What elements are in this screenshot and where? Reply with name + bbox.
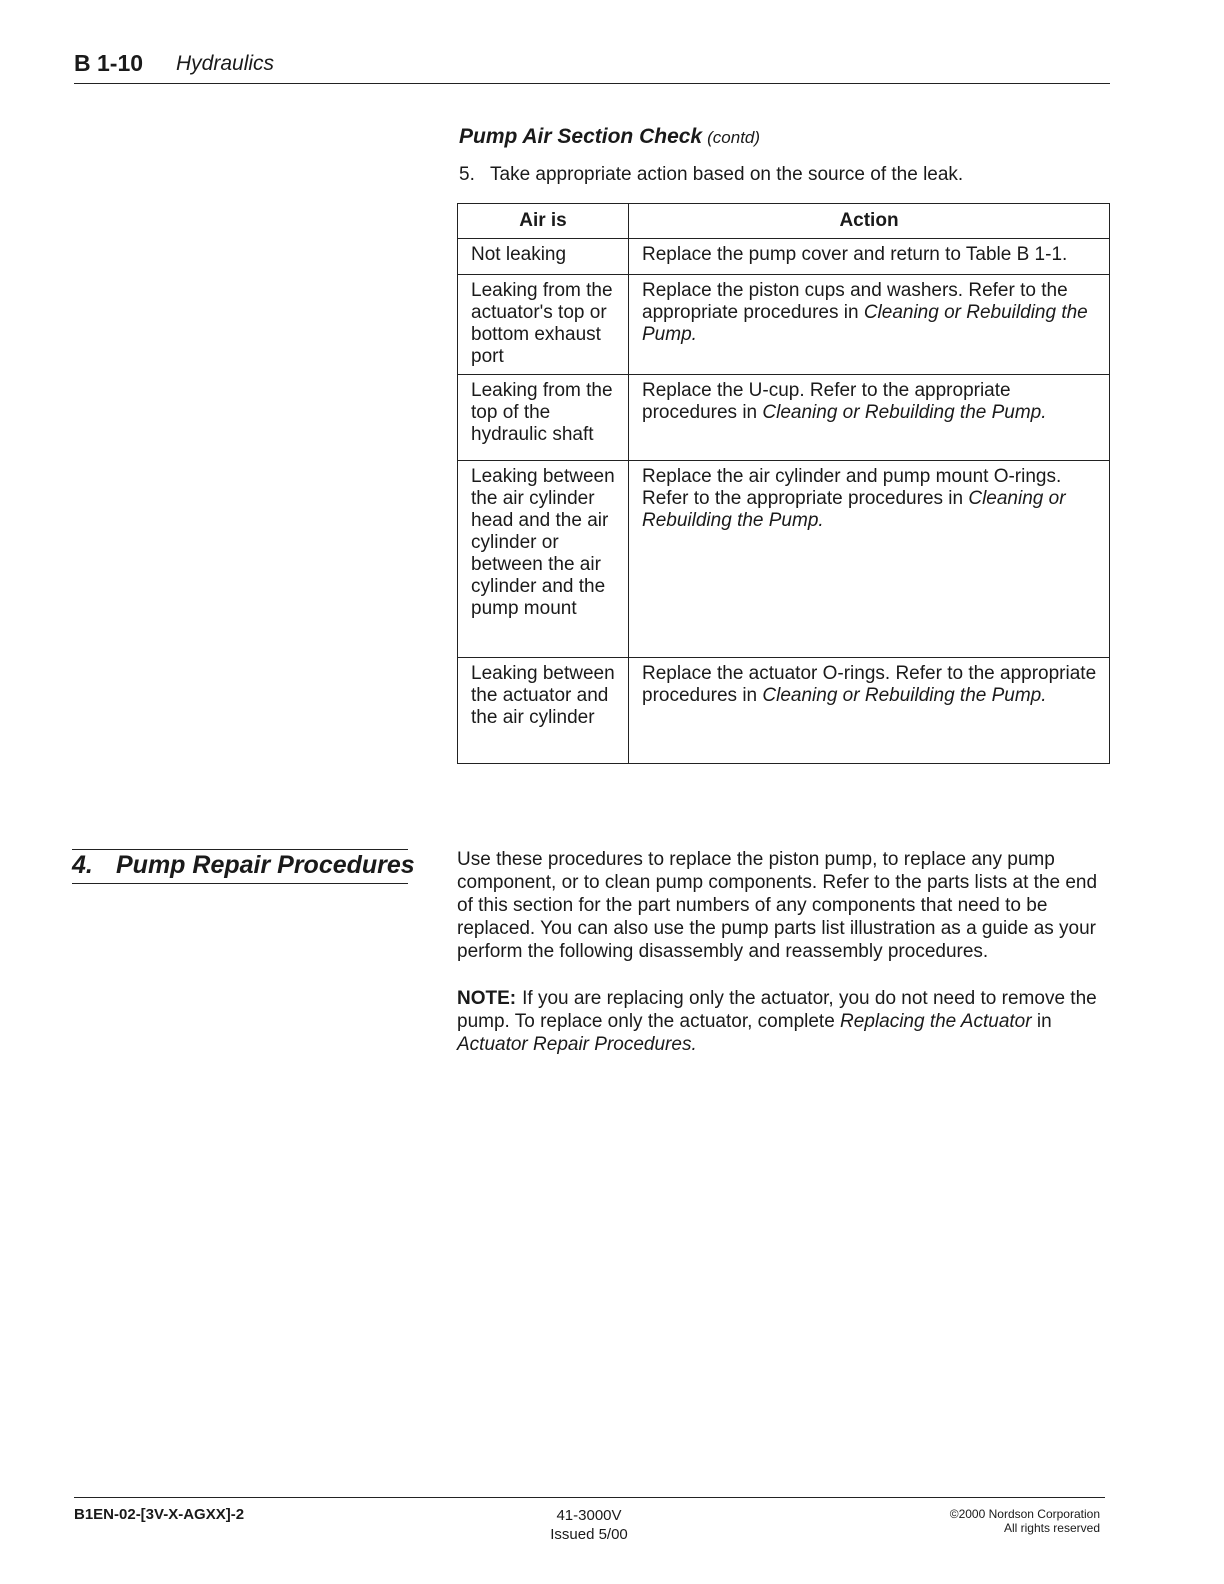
section-4-rule-bottom: [72, 883, 408, 884]
note-reference-replacing: Replacing the Actuator: [840, 1011, 1032, 1032]
footer-divider: [74, 1497, 1105, 1498]
repair-intro-paragraph: Use these procedures to replace the piston pump, to replace any pump component, or to clean pump components. Refer to the parts lists at the end of this section for the part numbers of any components that need to be replaced. You can also use the pump parts list illustration as a guide as your perform the following disassembly and reassembly procedures.: [457, 849, 1098, 962]
table-row: [458, 239, 1110, 275]
section-4-title: Pump Repair Procedures: [116, 851, 415, 879]
section-contd: (contd): [707, 128, 761, 147]
action-cell: [629, 275, 1110, 375]
action-cell: [629, 375, 1110, 461]
page-number: B 1-10: [74, 50, 144, 76]
action-text: Replace the air cylinder and pump mount O-rings. Refer to the appropriate procedures in: [642, 466, 1062, 509]
step-5: [459, 164, 963, 186]
air-cell: Not leaking: [458, 239, 629, 275]
section-4-number: 4.: [72, 851, 93, 879]
action-reference: Cleaning or Rebuilding the Pump.: [762, 402, 1047, 423]
header-action: Action: [629, 204, 1110, 239]
action-reference: Cleaning or Rebuilding the Pump.: [642, 302, 1088, 345]
air-cell: Leaking between the actuator and the air cylinder: [458, 658, 629, 764]
table-row: [458, 461, 1110, 658]
footer-copyright-block: [900, 1507, 1100, 1535]
footer-copyright: ©2000 Nordson Corporation: [949, 1507, 1100, 1521]
footer-center: [548, 1506, 630, 1544]
action-text: Replace the U-cup. Refer to the appropriate procedures in: [642, 380, 1011, 423]
table-header-row: [458, 204, 1110, 239]
note-text-in: in: [1031, 1011, 1052, 1032]
action-text: Replace the piston cups and washers. Refer to the appropriate procedures in: [642, 280, 1068, 323]
action-reference: Cleaning or Rebuilding the Pump.: [762, 685, 1047, 706]
action-reference: Cleaning or Rebuilding the Pump.: [642, 488, 1066, 531]
air-cell: Leaking between the air cylinder head and the air cylinder or between the air cylinder and the pump mount: [458, 461, 629, 658]
repair-note: [457, 987, 1117, 1056]
action-text: Replace the actuator O-rings. Refer to the appropriate procedures in: [642, 663, 1097, 706]
footer-doc-code: B1EN-02-[3V-X-AGXX]-2: [74, 1506, 245, 1523]
note-reference-actuator: Actuator Repair Procedures.: [457, 1034, 697, 1055]
action-text: Replace the pump cover and return to Table B 1-1.: [642, 244, 1068, 265]
action-cell: [629, 658, 1110, 764]
section-title: Pump Air Section Check: [459, 125, 703, 148]
step-number: 5.: [459, 164, 475, 185]
footer-issued: Issued 5/00: [550, 1526, 628, 1543]
header-air-is: Air is: [458, 204, 629, 239]
section-4-rule-top: [72, 849, 408, 850]
table-row: [458, 275, 1110, 375]
table-row: [458, 375, 1110, 461]
table-row: [458, 658, 1110, 764]
section-heading: [459, 125, 760, 149]
action-cell: [629, 461, 1110, 658]
footer-rights: All rights reserved: [1003, 1521, 1100, 1535]
step-text: Take appropriate action based on the source of the leak.: [490, 164, 964, 185]
note-label: NOTE:: [457, 988, 517, 1009]
header-divider: [74, 83, 1110, 84]
air-leak-action-table: [457, 203, 1110, 764]
air-cell: Leaking from the top of the hydraulic shaft: [458, 375, 629, 461]
footer-part-number: 41-3000V: [556, 1507, 622, 1524]
air-cell: Leaking from the actuator's top or bottom exhaust port: [458, 275, 629, 375]
note-text: If you are replacing only the actuator, you do not need to remove the pump. To replace only the actuator, complete: [457, 988, 1097, 1032]
action-cell: [629, 239, 1110, 275]
chapter-title: Hydraulics: [176, 52, 275, 75]
section-4-heading: [72, 851, 415, 880]
